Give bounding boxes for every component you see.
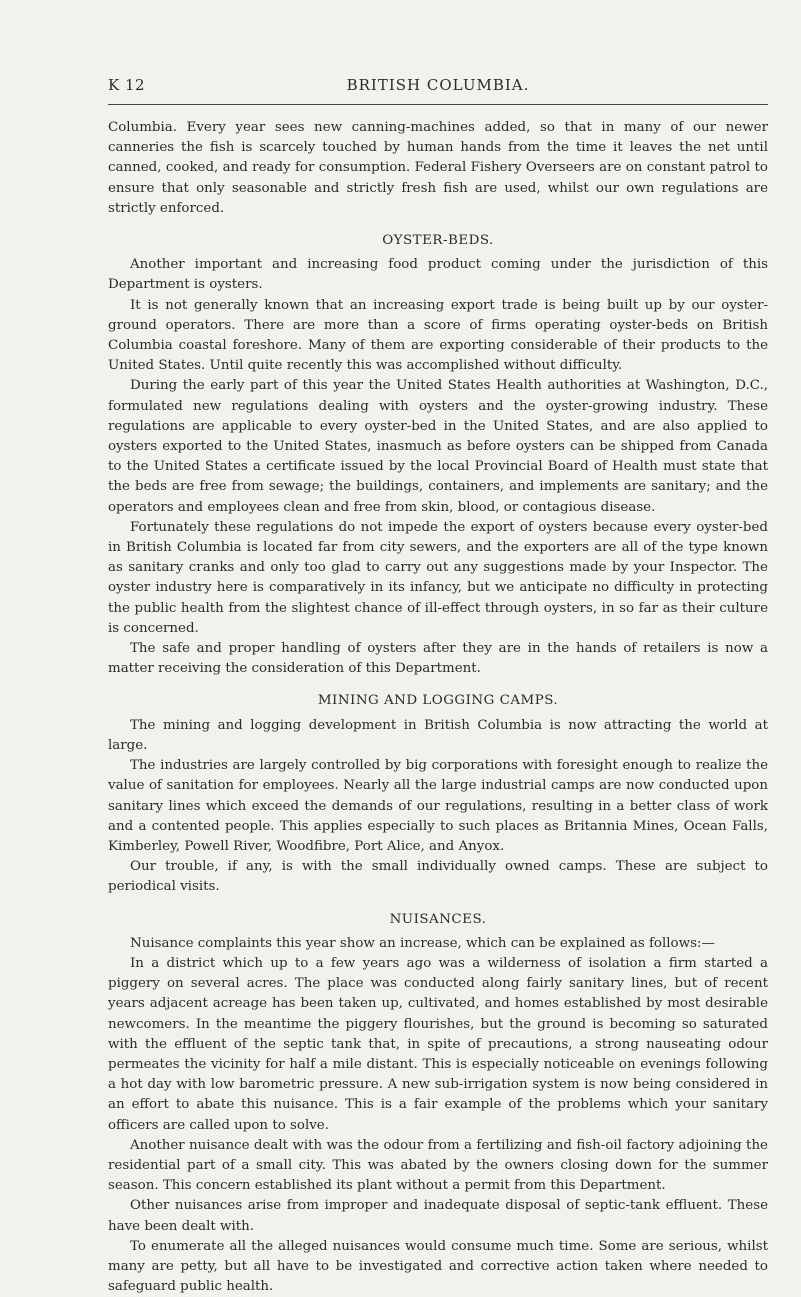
- paragraph: The mining and logging development in British Columbia is now attracting the world at large.: [108, 717, 768, 753]
- paragraph: Other nuisances arise from improper and inadequate disposal of septic-tank effluent. These have been dealt with.: [108, 1198, 768, 1234]
- paragraph: Fortunately these regulations do not impede the export of oysters because every oyster-bed in British Columbia is located far from city sewers, and the exporters are all of the type known as sanitary cranks and only too glad to carry out any suggestions made by your Inspector. The oyster industry here is comparatively in its infancy, but we anticipate no difficulty in protecting the public health from the slightest chance of ill-effect through oysters, in so far as their culture is concerned.: [108, 519, 768, 636]
- body-text: [108, 118, 768, 1297]
- page-number: K 12: [108, 76, 146, 94]
- section-heading-oyster-beds: OYSTER-BEDS.: [382, 233, 494, 249]
- page-header: [108, 76, 768, 98]
- paragraph: During the early part of this year the United States Health authorities at Washington, D.C., formulated new regulations dealing with oysters and the oyster-growing industry. These regulations are applicable to every oyster-bed in the United States, and are also applied to oysters exported to the United States, inasmuch as before oysters can be shipped from Canada to the United States a certificate issued by the local Provincial Board of Health must state that the beds are free from sewage; the buildings, containers, and implements are sanitary; and the operators and employees clean and free from skin, blood, or contagious disease.: [108, 378, 768, 515]
- header-rule: [108, 104, 768, 105]
- paragraph: Another important and increasing food product coming under the jurisdiction of this Department is oysters.: [108, 257, 768, 293]
- running-title: BRITISH COLUMBIA.: [346, 76, 530, 94]
- paragraph: It is not generally known that an increasing export trade is being built up by our oyster-ground operators. There are more than a score of firms operating oyster-beds on British Columbia coastal foreshore. Many of them are exporting considerable of their products to the United States. Until quite recently this was accomplished without difficulty.: [108, 297, 768, 374]
- paragraph: In a district which up to a few years ago was a wilderness of isolation a firm started a piggery on several acres. The place was conducted along fairly sanitary lines, but of recent years adjacent acreage has been taken up, cultivated, and homes established by most desirable newcomers. In the meantime the piggery flourishes, but the ground is becoming so saturated with the effluent of the septic tank that, in spite of precautions, a strong nauseating odour permeates the vicinity for half a mile distant. This is especially noticeable on evenings following a hot day with low barometric pressure. A new sub-irrigation system is now being considered in an effort to abate this nuisance. This is a fair example of the problems which your sanitary officers are called upon to solve.: [108, 955, 768, 1133]
- paragraph: The safe and proper handling of oysters after they are in the hands of retailers is now a matter receiving the consideration of this Department.: [108, 641, 768, 677]
- paragraph: To enumerate all the alleged nuisances would consume much time. Some are serious, whilst many are petty, but all have to be investigated and corrective action taken where needed to safeguard public health.: [108, 1238, 768, 1295]
- paragraph: Our trouble, if any, is with the small individually owned camps. These are subject to periodical visits.: [108, 859, 768, 895]
- section-heading-mining-logging: MINING AND LOGGING CAMPS.: [317, 693, 559, 709]
- paragraph: Nuisance complaints this year show an increase, which can be explained as follows:—: [130, 935, 715, 951]
- paragraph: Another nuisance dealt with was the odour from a fertilizing and fish-oil factory adjoining the residential part of a small city. This was abated by the owners closing down for the summer season. This concern established its plant without a permit from this Department.: [108, 1137, 768, 1194]
- paragraph: Columbia. Every year sees new canning-machines added, so that in many of our newer canneries the fish is scarcely touched by human hands from the time it leaves the net until canned, cooked, and ready for consumption. Federal Fishery Overseers are on constant patrol to ensure that only seasonable and strictly fresh fish are used, whilst our own regulations are strictly enforced.: [108, 120, 768, 216]
- section-heading-nuisances: NUISANCES.: [389, 911, 487, 927]
- paragraph: The industries are largely controlled by big corporations with foresight enough to realize the value of sanitation for employees. Nearly all the large industrial camps are now conducted upon sanitary lines which exceed the demands of our regulations, resulting in a better class of work and a contented people. This applies especially to such places as Britannia Mines, Ocean Falls, Kimberley, Powell River, Woodfibre, Port Alice, and Anyox.: [108, 758, 768, 854]
